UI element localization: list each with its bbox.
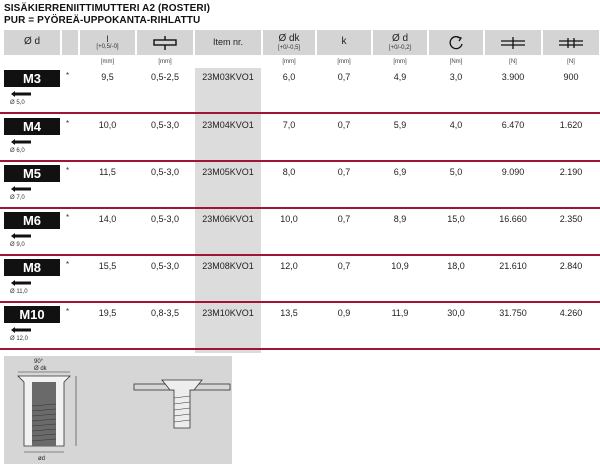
technical-drawing	[4, 356, 232, 464]
header-l: l [+0,5/-0]	[80, 30, 135, 55]
cell-torque: 18,0	[447, 261, 465, 271]
hole-diameter: Ø 5,0	[10, 100, 25, 106]
cell-d: 4,9	[393, 72, 407, 82]
unit-grip: [mm]	[158, 59, 172, 65]
rivet-nut-icon	[10, 138, 32, 146]
hole-diameter: Ø 6,0	[10, 148, 25, 154]
thread-size: M6	[4, 212, 60, 229]
cell-torque: 15,0	[447, 214, 465, 224]
cell-d: 6,9	[393, 167, 407, 177]
footnote-star: *	[66, 119, 70, 128]
cell-tensile: 6.470	[501, 120, 525, 130]
d-label: ød	[38, 456, 46, 462]
cell-torque: 4,0	[449, 120, 463, 130]
cell-dk: 10,0	[280, 214, 298, 224]
header-d2: Ø d [+0/-0,2]	[373, 30, 427, 55]
cell-l: 11,5	[99, 167, 116, 177]
hole-diameter: Ø 9,0	[10, 242, 25, 248]
cell-dk: 8,0	[282, 167, 296, 177]
shear-force-icon	[557, 36, 585, 50]
cell-grip: 0,8-3,5	[150, 308, 180, 318]
cell-l: 14,0	[98, 214, 117, 224]
tensile-force-icon	[499, 36, 527, 50]
rivet-nut-icon	[10, 279, 32, 287]
table-row	[0, 304, 600, 350]
footnote-star: *	[66, 71, 70, 80]
cell-tensile: 16.660	[499, 214, 527, 224]
header-star-col	[62, 30, 78, 55]
cell-grip: 0,5-2,5	[150, 72, 180, 82]
cell-item: 23M04KVO1	[202, 120, 254, 130]
row-divider	[0, 160, 600, 162]
unit-dk: [mm]	[282, 59, 296, 65]
cell-shear: 4.260	[559, 308, 583, 318]
footnote-star: *	[66, 213, 70, 222]
cell-d: 5,9	[393, 120, 407, 130]
row-divider	[0, 112, 600, 114]
rotation-arrow-icon	[447, 35, 465, 51]
page-title: SISÄKIERRENIITTIMUTTERI A2 (ROSTERI)	[4, 3, 211, 14]
cell-dk: 7,0	[282, 120, 296, 130]
cell-tensile: 21.610	[499, 261, 527, 271]
header-item: Item nr.	[195, 30, 261, 55]
cell-d: 10,9	[391, 261, 409, 271]
unit-tensile: [N]	[509, 59, 517, 65]
cell-k: 0,7	[337, 261, 351, 271]
header-dk: Ø dk [+0/-0,5]	[263, 30, 315, 55]
table-row	[0, 68, 600, 114]
row-divider	[0, 301, 600, 303]
size-badge	[4, 259, 60, 300]
cell-d: 11,9	[391, 308, 409, 318]
row-divider	[0, 348, 600, 350]
cell-item: 23M08KVO1	[202, 261, 254, 271]
table-row	[0, 210, 600, 256]
cell-k: 0,7	[337, 214, 351, 224]
cell-tensile: 9.090	[501, 167, 525, 177]
cell-l: 9,5	[101, 72, 114, 82]
cell-l: 15,5	[98, 261, 117, 271]
cell-grip: 0,5-3,0	[150, 214, 180, 224]
cell-dk: 6,0	[282, 72, 296, 82]
cell-tensile: 31.750	[499, 308, 527, 318]
header-k: k	[317, 30, 371, 55]
cell-grip: 0,5-3,0	[150, 120, 180, 130]
rivet-nut-icon	[10, 185, 32, 193]
cell-torque: 30,0	[447, 308, 465, 318]
cell-torque: 3,0	[449, 72, 463, 82]
footnote-star: *	[66, 307, 70, 316]
unit-shear: [N]	[567, 59, 575, 65]
footnote-star: *	[66, 260, 70, 269]
cell-k: 0,9	[337, 308, 351, 318]
cell-grip: 0,5-3,0	[150, 261, 180, 271]
table-row	[0, 257, 600, 303]
cell-item: 23M10KVO1	[202, 308, 254, 318]
cell-item: 23M03KVO1	[202, 72, 254, 82]
size-badge	[4, 212, 60, 253]
hole-diameter: Ø 12,0	[10, 336, 29, 342]
size-badge	[4, 70, 60, 111]
rivet-nut-icon	[10, 232, 32, 240]
page-subtitle: PUR = PYÖREÄ-UPPOKANTA-RIHLATTU	[4, 15, 201, 26]
header-grip	[137, 30, 193, 55]
cell-k: 0,7	[337, 120, 351, 130]
footnote-star: *	[66, 166, 70, 175]
cell-shear: 2.190	[559, 167, 583, 177]
cell-tensile: 3.900	[501, 72, 525, 82]
dk-label: Ø dk	[34, 366, 47, 372]
cell-dk: 12,0	[280, 261, 298, 271]
size-badge	[4, 306, 60, 347]
thread-size: M4	[4, 118, 60, 135]
hole-diameter: Ø 11,0	[10, 289, 28, 295]
cell-shear: 2.350	[559, 214, 583, 224]
thread-size: M10	[4, 306, 60, 323]
unit-d2: [mm]	[393, 59, 407, 65]
thread-size: M8	[4, 259, 60, 276]
header-d: Ø d	[4, 30, 60, 55]
size-badge	[4, 118, 60, 159]
rivet-nut-icon	[10, 90, 32, 98]
cell-shear: 1.620	[559, 120, 583, 130]
cell-shear: 2.840	[559, 261, 583, 271]
size-badge	[4, 165, 60, 206]
header-tensile	[485, 30, 541, 55]
row-divider	[0, 254, 600, 256]
rivet-nut-icon	[4, 356, 232, 464]
cell-dk: 13,5	[280, 308, 298, 318]
header-shear	[543, 30, 599, 55]
cell-item: 23M06KVO1	[202, 214, 254, 224]
angle-label: 90°	[34, 359, 44, 365]
unit-l: [mm]	[100, 59, 115, 65]
cell-torque: 5,0	[449, 167, 463, 177]
table-row	[0, 116, 600, 162]
rivet-nut-icon	[10, 326, 32, 334]
table-row	[0, 163, 600, 209]
cell-k: 0,7	[337, 72, 351, 82]
thread-size: M3	[4, 70, 60, 87]
cell-grip: 0,5-3,0	[150, 167, 180, 177]
cell-item: 23M05KVO1	[202, 167, 254, 177]
cell-d: 8,9	[393, 214, 407, 224]
cell-shear: 900	[563, 72, 579, 82]
cell-k: 0,7	[337, 167, 351, 177]
cell-l: 19,5	[98, 308, 117, 318]
unit-torque: [Nm]	[449, 59, 463, 65]
cell-l: 10,0	[98, 120, 117, 130]
grip-range-icon	[152, 35, 178, 51]
thread-size: M5	[4, 165, 60, 182]
row-divider	[0, 207, 600, 209]
unit-k: [mm]	[337, 59, 351, 65]
hole-diameter: Ø 7,0	[10, 195, 25, 201]
header-torque	[429, 30, 483, 55]
